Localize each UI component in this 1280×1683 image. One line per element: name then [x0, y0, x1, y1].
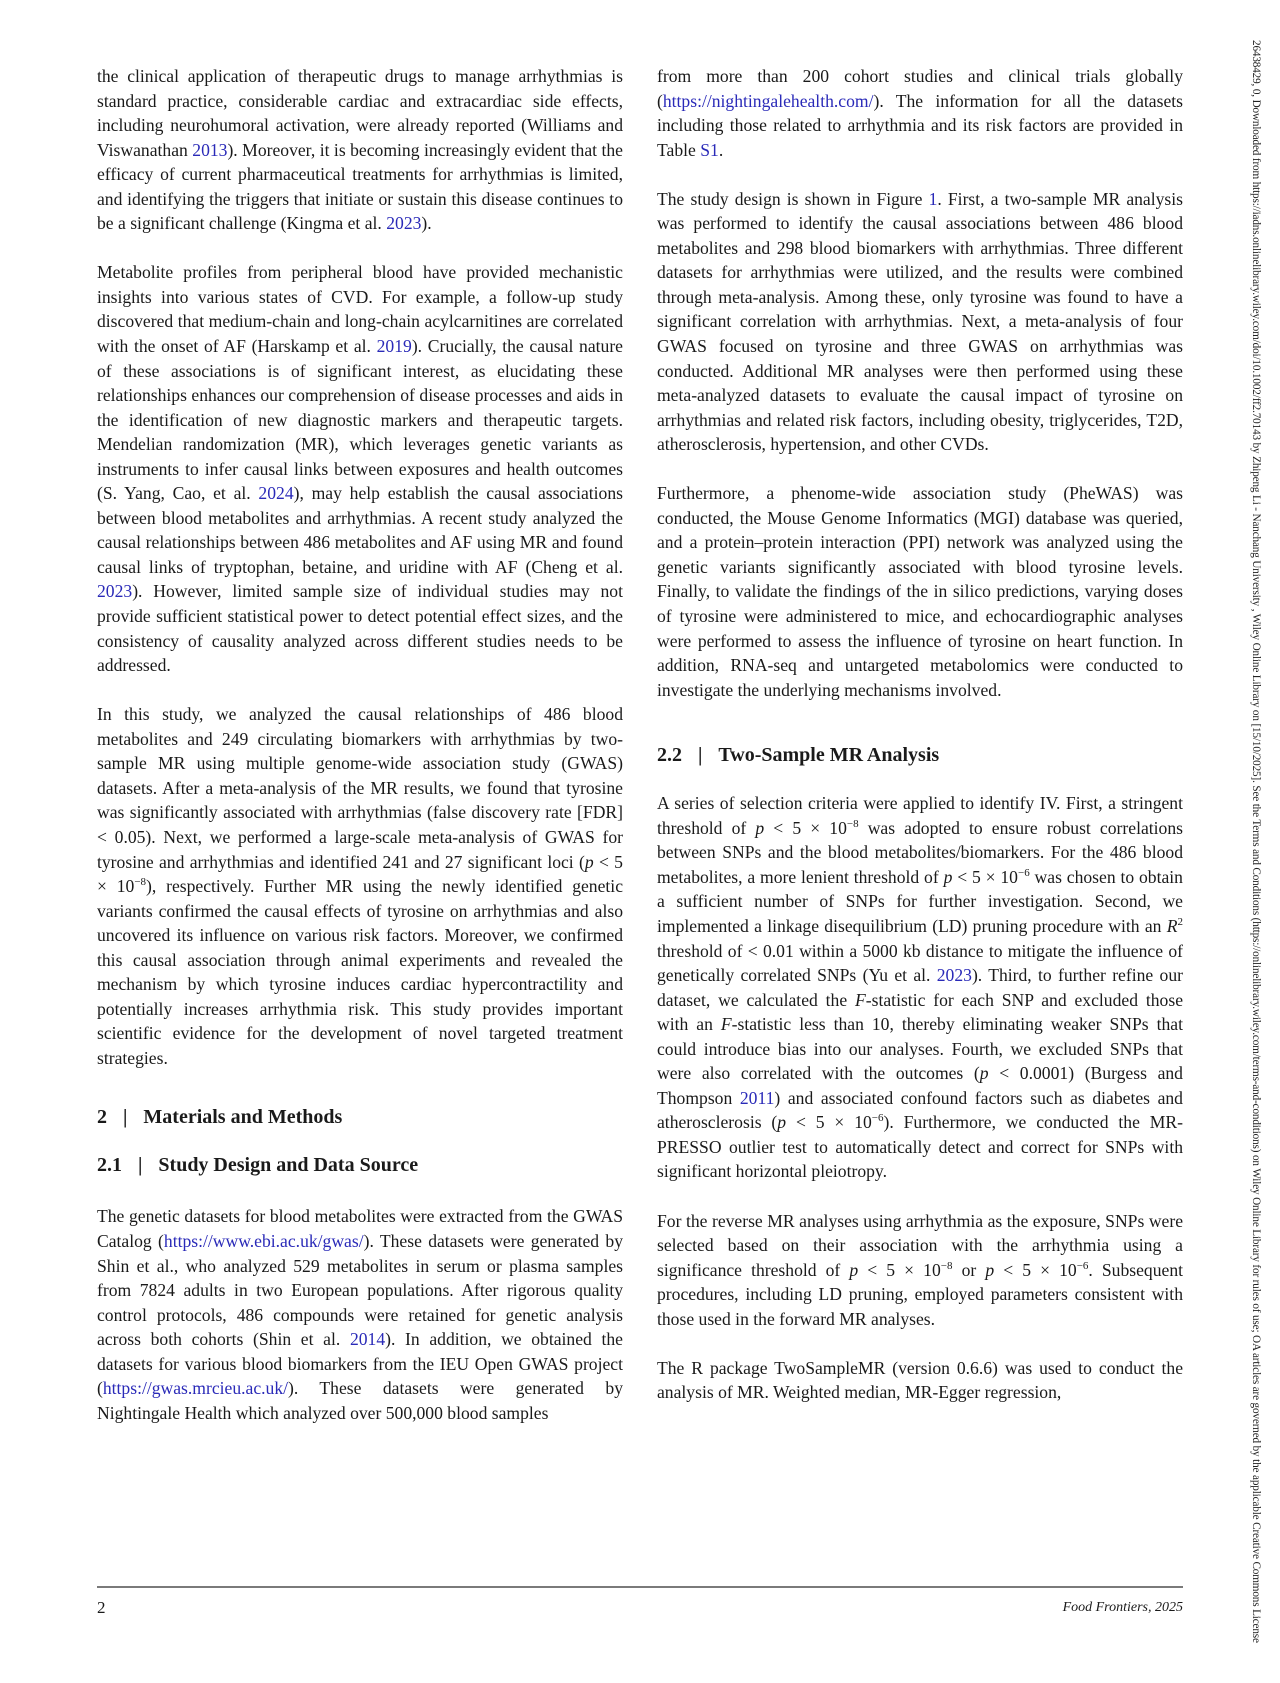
paragraph-this-study: In this study, we analyzed the causal relationships of 486 blood metabolites and 249 circulating biomarkers with arrhythmias by two-sample MR using multiple genome-wide association study (GWAS) datasets. After a meta-analysis of the MR results, we found that tyrosine was significantly associated with arrhythmias (false discovery rate [FDR] < 0.05). Next, we performed a large-scale meta-analysis of GWAS for tyrosine and arrhythmias and identified 241 and 27 significant loci $(p < 5 \times 10^{-8})$, respectively. Further MR using the newly identified genetic variants confirmed the causal effects of tyrosine on arrhythmias and also uncovered its influence on various risk factors. Moreover, we confirmed this causal association through animal experiments and revealed the mechanism by which tyrosine induces cardiac hypercontractility and potentially increases arrhythmia risk. This study provides important scientific evidence for the development of novel targeted treatment strategies.	[97, 704, 623, 1068]
footer-divider	[97, 1586, 1183, 1588]
download-notice-vertical: 26438429, 0, Downloaded from https://iadns.onlinelibrary.wiley.com/doi/10.1002/ff2.70143 by Zhipeng Li - Nanchang University , Wiley Online Library on [15/10/2025]. See the Terms and Conditions (https://onlinelibrary.wiley.com/terms-and-conditions) on Wiley Online Library for rules of use; OA articles are governed by the applicable Creative Commons License	[1250, 40, 1262, 1643]
paragraph-reverse-mr: For the reverse MR analyses using arrhythmia as the exposure, SNPs were selected based on their association with the arrhythmia using a significance threshold of $p < 5 \times 10^{-8}$ or $p < 5 \times 10^{-6}$. Subsequent procedures, including LD pruning, employed parameters consistent with those used in the forward MR analyses.	[657, 1210, 1184, 1329]
citation-link[interactable]: 2023	[936, 965, 972, 986]
journal-name: Food Frontiers, 2025	[1062, 1600, 1183, 1615]
paragraph-intro-therapy: the clinical application of therapeutic drugs to manage arrhythmias is standard practice, considerable cardiac and extracardiac side effects, including neurohumoral activation, were already reported (Williams and Viswanathan 2013). Moreover, it is becoming increasingly evident that the efficacy of current pharmaceutical treatments for arrhythmias is limited, and identifying the triggers that initiate or sustain this disease continues to be a significant challenge (Kingma et al. 2023).	[97, 66, 623, 234]
table-s1-link[interactable]: S1	[700, 139, 719, 160]
paragraph-genetic-datasets: The genetic datasets for blood metabolites were extracted from the GWAS Catalog (https://www.ebi.ac.uk/gwas/). These datasets were generated by Shin et al., who analyzed 529 metabolites in serum or plasma samples from 7824 adults in two European populations. After rigorous quality control protocols, 486 compounds were retained for genetic analysis across both cohorts (Shin et al. 2014). In addition, we obtained the datasets for various blood biomarkers from the IEU Open GWAS project (https://gwas.mrcieu.ac.uk/). These datasets were generated by Nightingale Health which analyzed over 500,000 blood samples	[97, 1206, 623, 1423]
citation-link[interactable]: 2011	[739, 1087, 775, 1108]
citation-link[interactable]: 2019	[376, 336, 412, 357]
page-number: 2	[97, 1598, 106, 1617]
url-link-nightingale[interactable]: https://nightingalehealth.com/	[662, 90, 874, 111]
section-heading-materials-methods: 2 | Materials and Methods	[97, 1106, 343, 1129]
section-heading-two-sample-mr: 2.2 | Two-Sample MR Analysis	[657, 744, 940, 767]
paragraph-r-package: The R package TwoSampleMR (version 0.6.6) was used to conduct the analysis of MR. Weighted median, MR-Egger regression,	[657, 1357, 1183, 1403]
citation-link[interactable]: 2023	[386, 213, 422, 234]
figure-1-link[interactable]: 1	[928, 188, 938, 209]
left-column	[97, 64, 623, 1450]
url-link-gwas-catalog[interactable]: https://www.ebi.ac.uk/gwas/	[163, 1230, 364, 1251]
citation-link[interactable]: 2014	[349, 1329, 386, 1350]
paragraph-nightingale: from more than 200 cohort studies and clinical trials globally (https://nightingalehealth.com/). The information for all the datasets including those related to arrhythmia and its risk factors are provided in Table S1.	[657, 66, 1183, 160]
url-link-ieu-open-gwas[interactable]: https://gwas.mrcieu.ac.uk/	[102, 1378, 289, 1399]
section-heading-study-design: 2.1 | Study Design and Data Source	[97, 1154, 419, 1177]
citation-link[interactable]: 2013	[192, 139, 228, 160]
paragraph-selection-criteria: A series of selection criteria were applied to identify IV. First, a stringent threshold of $p < 5 \times 10^{-8}$ was adopted to ensure robust correlations between SNPs and the blood metabolites/biomarkers. For the 486 blood metabolites, a more lenient threshold of $p < 5 \times 10^{-6}$ was chosen to obtain a sufficient number of SNPs for further investigation. Second, we implemented a linkage disequilibrium (LD) pruning procedure with an $R^2$ threshold of < 0.01 within a 5000 kb distance to mitigate the influence of genetically correlated SNPs (Yu et al. 2023). Third, to further refine our dataset, we calculated the F-statistic for each SNP and excluded those with an F-statistic less than 10, thereby eliminating weaker SNPs that could introduce bias into our analyses. Fourth, we excluded SNPs that were also correlated with the outcomes (p < 0.0001) (Burgess and Thompson 2011) and associated confound factors such as diabetes and atherosclerosis $(p < 5 \times 10^{-6})$. Furthermore, we conducted the MR-PRESSO outlier test to automatically detect and correct for SNPs with significant horizontal pleiotropy.	[657, 793, 1184, 1182]
citation-link[interactable]: 2023	[97, 581, 133, 602]
paragraph-metabolite-profiles: Metabolite profiles from peripheral blood have provided mechanistic insights into various states of CVD. For example, a follow-up study discovered that medium-chain and long-chain acylcarnitines are correlated with the onset of AF (Harskamp et al. 2019). Crucially, the causal nature of these associations is of significant interest, as elucidating these relationships enhances our comprehension of disease processes and aids in the identification of new diagnostic markers and therapeutic targets. Mendelian randomization (MR), which leverages genetic variants as instruments to infer causal links between exposures and health outcomes (S. Yang, Cao, et al. 2024), may help establish the causal associations between blood metabolites and arrhythmias. A recent study analyzed the causal relationships between 486 metabolites and AF using MR and found causal links of tryptophan, betaine, and uridine with AF (Cheng et al. 2023). However, limited sample size of individual studies may not provide sufficient statistical power to detect potential effect sizes, and the consistency of causality analyzed across different studies needs to be addressed.	[97, 262, 623, 676]
paragraph-study-design: The study design is shown in Figure 1. First, a two-sample MR analysis was performed to identify the causal associations between 486 blood metabolites and 298 blood biomarkers with arrhythmias. Three different datasets for arrhythmias were utilized, and the results were combined through meta-analysis. Among these, only tyrosine was found to have a significant correlation with arrhythmias. Next, a meta-analysis of four GWAS focused on tyrosine and three GWAS on arrhythmias was conducted. Additional MR analyses were then performed using these meta-analyzed datasets to evaluate the causal impact of tyrosine on arrhythmias and related risk factors, including obesity, triglycerides, T2D, atherosclerosis, hypertension, and other CVDs.	[657, 188, 1184, 455]
citation-link[interactable]: 2024	[258, 483, 294, 504]
paragraph-phewas: Furthermore, a phenome-wide association study (PheWAS) was conducted, the Mouse Genome Informatics (MGI) database was queried, and a protein–protein interaction (PPI) network was analyzed using the genetic variants significantly associated with blood tyrosine levels. Finally, to validate the findings of the in silico predictions, varying doses of tyrosine were administered to mice, and echocardiographic analyses were performed to assess the influence of tyrosine on heart function. In addition, RNA-seq and untargeted metabolomics were conducted to investigate the underlying mechanisms involved.	[657, 483, 1183, 700]
right-column	[657, 64, 1183, 1429]
